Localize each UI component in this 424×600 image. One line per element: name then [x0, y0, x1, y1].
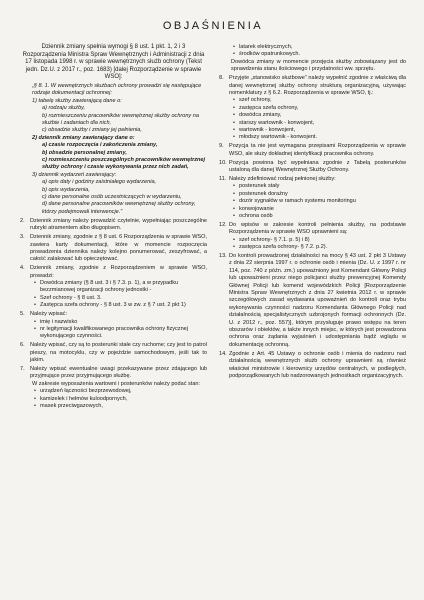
note-6: 6. Należy wpisać, czy są to posterunki stałe czy ruchome; czy jest to patrol pieszy, na motocyklu, czy w pojeździe samochodowym, jeśli tak to jakim. — [20, 342, 207, 364]
note-8-item: • wartownik - konwojent, — [233, 126, 296, 133]
note-8: 8. Przyjęte „stanowisko służbowe” należy wypełnić zgodnie z właściwą dla danej wewnętrznej służby ochrony strukturą organizacyjną, używając nomenklatury z § 6.2. Rozporządzenia w sprawie WSO, tj.: — [219, 75, 406, 96]
note-11-item: • dozór sygnałów w ramach systemu monitoringu — [233, 198, 356, 205]
note-12-item: • zastępca szefa ochrony- § 7.2. p.2). — [233, 244, 328, 251]
intro-paragraph: Dziennik zmiany spełnia wymogi § 8 ust. 1 pkt. 1, 2 i 3 Rozporządzenia Ministra Spraw Wewnętrznych i Administracji z dnia 17 listopada 1998 r. w sprawie wewnętrznych służb ochrony (Tekst jedn. Dz.U. z 2017 r., poz. 1683) [dalej Rozporządzenie w sprawie WSO]: — [22, 44, 205, 81]
note-10: 10. Pozycja powinna być wypełniana zgodnie z Tabelą posterunków ustaloną dla danej Wewnętrznej Służby Ochrony. — [219, 159, 406, 173]
note-4: 4. Dziennik zmiany, zgodnie z Rozporządzeniem w sprawie WSO, prowadzi: — [20, 265, 207, 279]
note-8-item: • szef ochrony, — [233, 97, 272, 104]
note-14: 14. Zgodnie z Art. 45 Ustawy o ochronie osób i mienia do nadzoru nad działalnością wewnętrznych służb ochrony uprawnieni są również właściwi ministrowie i kierownicy urzędów centralnych, w podległych, podporządkowanych lub nadzorowanych jednostkach organizacyjnych. — [219, 350, 406, 379]
note-7-duty-text: Dowódca zmiany w momencie przejęcia służby zobowiązany jest do sprawdzenia stanu ilościowego i przydatności ww. sprzętu. — [231, 58, 406, 73]
note-13: 13. Do kontroli prowadzonej działalności na mocy § 43 ust. 2 pkt 3 Ustawy z dnia 22 sierpnia 1997 r. o ochronie osób i mienia (Dz. U. z 1997 r. nr 114, poz. 740 z późn. zm.) upoważniony jest Komendant Główny Policji lub upoważnieni przez niego policjanci służby prewencyjnej Komendy Głównej Policji lub komend wojewódzkich Policji [Rozporządzenie Ministra Spraw Wewnętrznych z dnia 27 kwietnia 2012 r. w sprawie szczegółowych zasad wydawania upoważnień do kontroli oraz trybu wykonywania czynności nadzoru Komendanta Głównego Policji nad działalnością specjalistycznych uzbrojonych formacji ochronnych (Dz. U. z 2012 r., poz. 557)], którym przysługuje prawo wstępu na teren obszarów i obiektów, a także innych miejsc, w których jest prowadzona ochrona oraz żądania wyjaśnień i udostępniania bądź wglądu w dokumentację ochronną. — [219, 252, 406, 348]
note-7-item: • urządzeń łączności bezprzewodowej, — [34, 388, 132, 395]
note-5-item: • nr legitymacji kwalifikowanego pracownika ochrony fizycznej wykonującego czynności. — [34, 325, 188, 340]
note-11-item: • ochrona osób — [233, 212, 273, 219]
page-title: OBJAŚNIENIA — [162, 20, 264, 32]
right-column — [219, 44, 406, 410]
note-3: 3. Dziennik zmiany, zgodnie z § 8 ust. 6 Rozporządzenia w sprawie WSO, zawiera karty dokumentacji, które w momencie rozpoczęcia prowadzenia dziennika należy kolejno ponumerować, zeszyfrować, a całość zalakować lub opieczętować. — [20, 234, 207, 263]
note-12-item: • szef ochrony- § 7.1. p. 5) i 8) — [233, 236, 310, 243]
quote-item-3d: d) dane personalne pracowników wewnętrznej służby ochrony, którzy podejmowali interwencje." — [42, 201, 196, 215]
quote-item-1b: b) rozmieszczeniu pracowników wewnętrznej służby ochrony na służbie i zadaniach dla nich, — [42, 112, 199, 126]
note-8-item: • zastępca szefa ochrony, — [233, 104, 299, 111]
note-7-equipment-intro: W zakresie wyposażenia wartowni i posterunków należy podać stan: — [32, 380, 201, 387]
quote-item-2a: a) czasie rozpoczęcia i zakończenia zmiany, — [42, 142, 158, 149]
regulation-quote: „§ 8. 1. W wewnętrznych służbach ochrony prowadzi się następujące rodzaje dokumentacji ochronnej: — [32, 82, 202, 97]
note-2: 2. Dziennik zmiany należy prowadzić czytelnie, wypełniając poszczególne rubryki atramentem albo długopisem. — [20, 217, 207, 232]
note-7-item: • kamizelek i hełmów kuloodpornych, — [34, 395, 128, 402]
note-11: 11. Należy zdefiniować rodzaj pełnionej służby: — [219, 175, 336, 182]
note-4-item: • Zastępca szefa ochrony - § 8 ust. 3 w zw. z § 7 ust. 2 pkt 1) — [34, 302, 186, 309]
left-column — [20, 44, 207, 410]
quote-item-2: 2) dziennik zmiany zawierający dane o: — [32, 134, 135, 141]
quote-item-3c: c) dane personalne osób uczestniczących w wydarzeniu, — [42, 194, 182, 201]
quote-item-1c: c) obsadzie służby i zmiany jej pełnienia, — [42, 127, 142, 134]
note-9: 9. Pozycja ta nie jest wymagana przepisami Rozporządzenia w sprawie WSO, ale służy dokładnej identyfikacji pracownika ochrony. — [219, 143, 406, 157]
quote-item-3: 3) dziennik wydarzeń zawierający: — [32, 171, 117, 178]
quote-item-1: 1) tabelę służby zawierającą dane o: — [32, 97, 122, 104]
note-7-item: • masek przeciwgazowych, — [34, 403, 103, 410]
quote-item-3a: a) opis daty i godziny zaistniałego wydarzenia, — [42, 179, 157, 186]
two-column-body — [20, 44, 406, 410]
note-5: 5. Należy wpisać: — [20, 311, 67, 318]
note-5-item: • imię i nazwisko — [34, 318, 78, 325]
note-7: 7. Należy wpisać ewentualne uwagi przekazywane przez zdającego lub przyjmujące przez przyjmującego służbę. — [20, 366, 207, 380]
note-8-item: • dowódca zmiany, — [233, 112, 282, 119]
quote-item-2c: c) rozmieszczeniu poszczególnych pracowników wewnętrznej służby ochrony i czasie wykonywania przez nich zadań, — [42, 157, 206, 171]
note-11-item: • posterunek stały — [233, 183, 280, 190]
note-8-item: • młodszy wartownik - konwojent. — [233, 134, 317, 141]
quote-item-1a: a) rodzaju służby, — [42, 105, 86, 112]
note-11-item: • konwojowanie — [233, 205, 274, 212]
note-8-item: • starszy wartownik - konwojent, — [233, 119, 315, 126]
note-4-item: • Dowódca zmiany (§ 8 ust. 3 i § 7.3. p. 1), a w przypadku bezzmianowej organizacji ochrony jednostki - — [34, 280, 179, 294]
note-7-item: • środków opatrunkowych. — [233, 51, 301, 58]
note-11-item: • posterunek doraźny — [233, 190, 288, 197]
note-12: 12. Do wpisów w zakresie kontroli pełnienia służby, na podstawie Rozporządzenia w sprawie WSO uprawnieni są: — [219, 221, 406, 236]
note-4-item: • Szef ochrony - § 8 ust. 3. — [34, 294, 102, 301]
quote-item-3b: b) opis wydarzenia, — [42, 186, 90, 193]
note-7-item: • latarek elektrycznych, — [233, 44, 293, 50]
quote-item-2b: b) obsadzie personalnej zmiany, — [42, 149, 127, 156]
